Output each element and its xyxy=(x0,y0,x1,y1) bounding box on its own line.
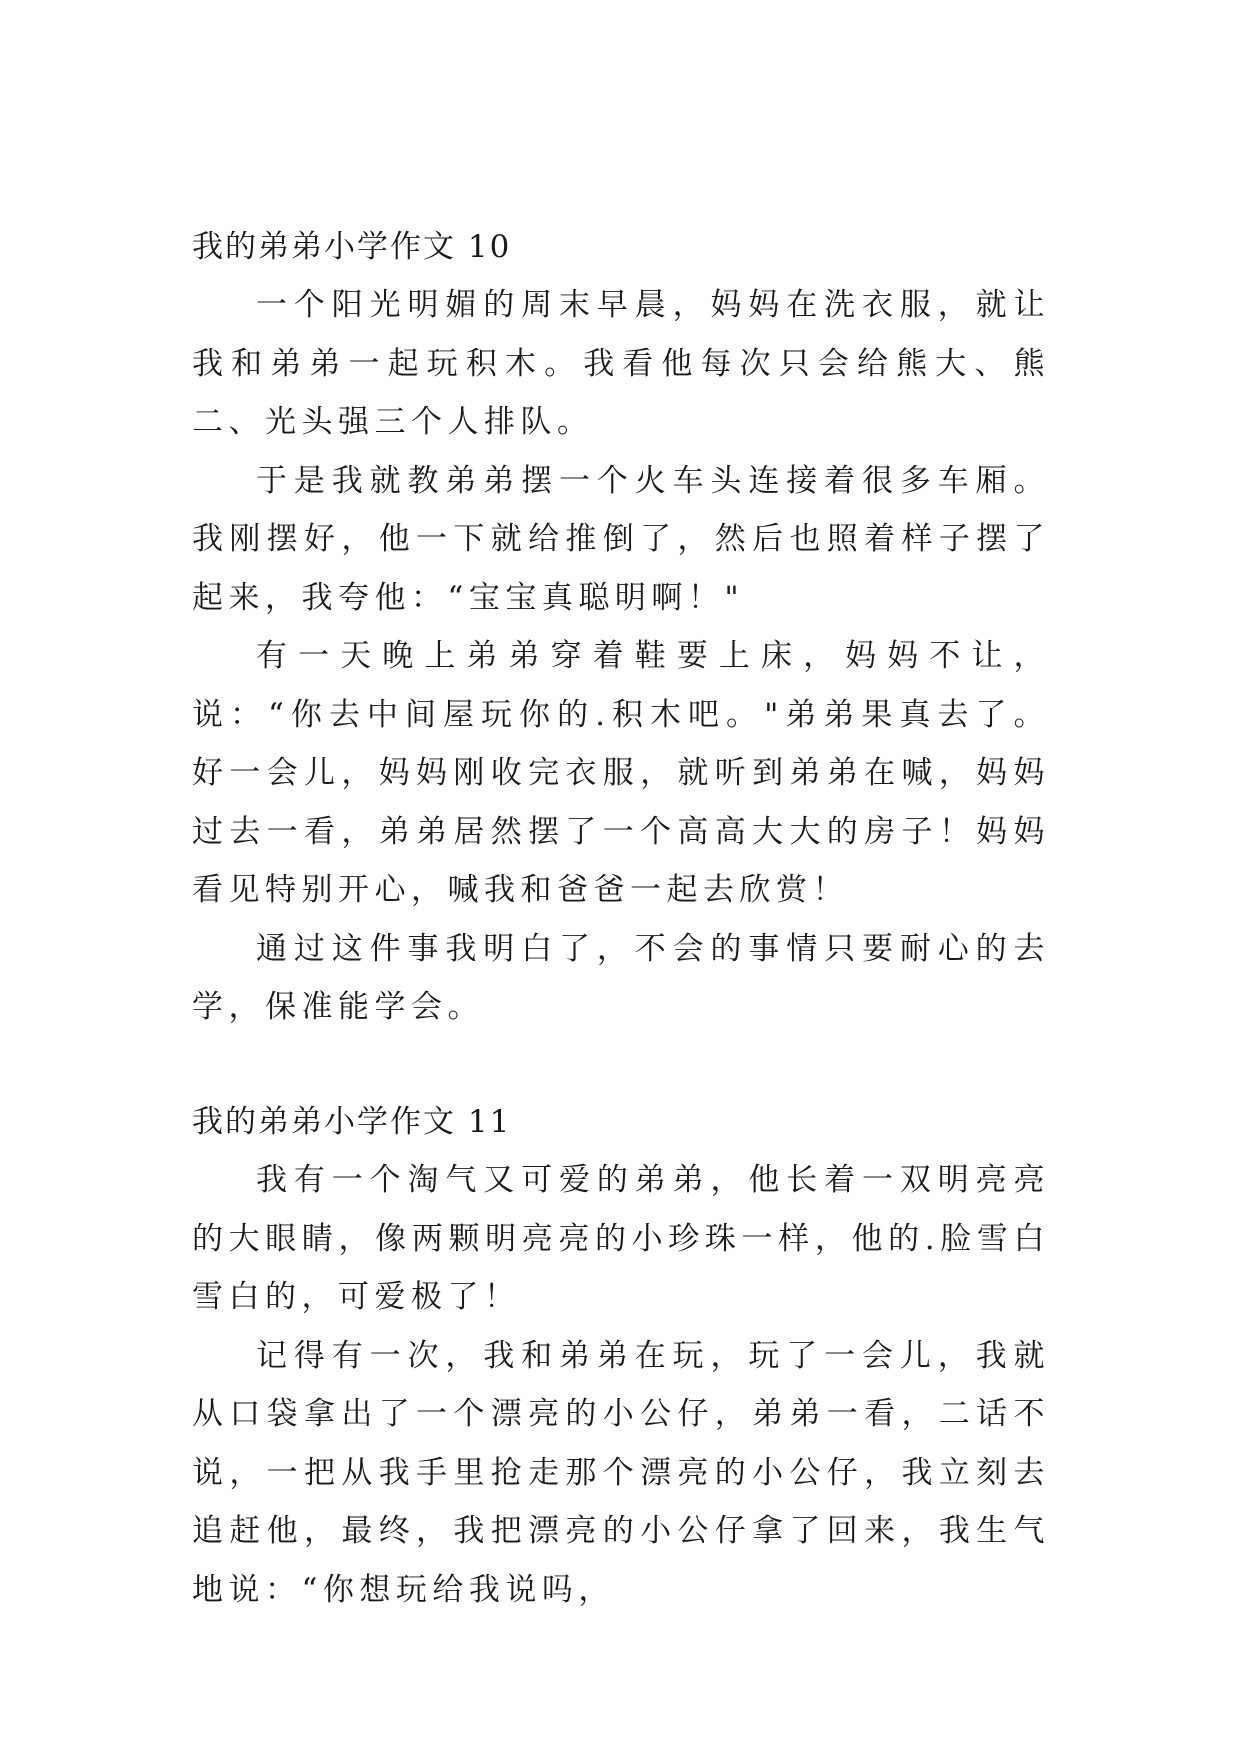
essay-paragraph: 于是我就教弟弟摆一个火车头连接着很多车厢。我刚摆好，他一下就给推倒了，然后也照着样子摆了起来，我夸他：“宝宝真聪明啊！" xyxy=(192,462,1050,616)
essay-paragraph: 我有一个淘气又可爱的弟弟，他长着一双明亮亮的大眼睛，像两颗明亮亮的小珍珠一样，他的.脸雪白雪白的，可爱极了！ xyxy=(192,1162,1050,1315)
essay-paragraph: 通过这件事我明白了，不会的事情只要耐心的去学，保准能学会。 xyxy=(192,930,1050,1025)
essay-11 xyxy=(192,1093,1050,1619)
essay-10 xyxy=(192,218,1050,1037)
essay-paragraph: 记得有一次，我和弟弟在玩，玩了一会儿，我就从口袋拿出了一个漂亮的小公仔，弟弟一看，二话不说，一把从我手里抢走那个漂亮的小公仔，我立刻去追赶他，最终，我把漂亮的小公仔拿了回来，我生气地说：“你想玩给我说吗， xyxy=(192,1337,1050,1608)
essay-paragraph: 一个阳光明媚的周末早晨，妈妈在洗衣服，就让我和弟弟一起玩积木。我看他每次只会给熊大、熊二、光头强三个人排队。 xyxy=(192,287,1050,440)
essay-title: 我的弟弟小学作文 11 xyxy=(192,1104,512,1140)
essay-title: 我的弟弟小学作文 10 xyxy=(192,229,512,265)
essay-paragraph: 有一天晚上弟弟穿着鞋要上床，妈妈不让，说：“你去中间屋玩你的.积木吧。"弟弟果真去了。好一会儿，妈妈刚收完衣服，就听到弟弟在喊，妈妈过去一看，弟弟居然摆了一个高高大大的房子！妈妈看见特别开心，喊我和爸爸一起去欣赏！ xyxy=(192,638,1050,908)
